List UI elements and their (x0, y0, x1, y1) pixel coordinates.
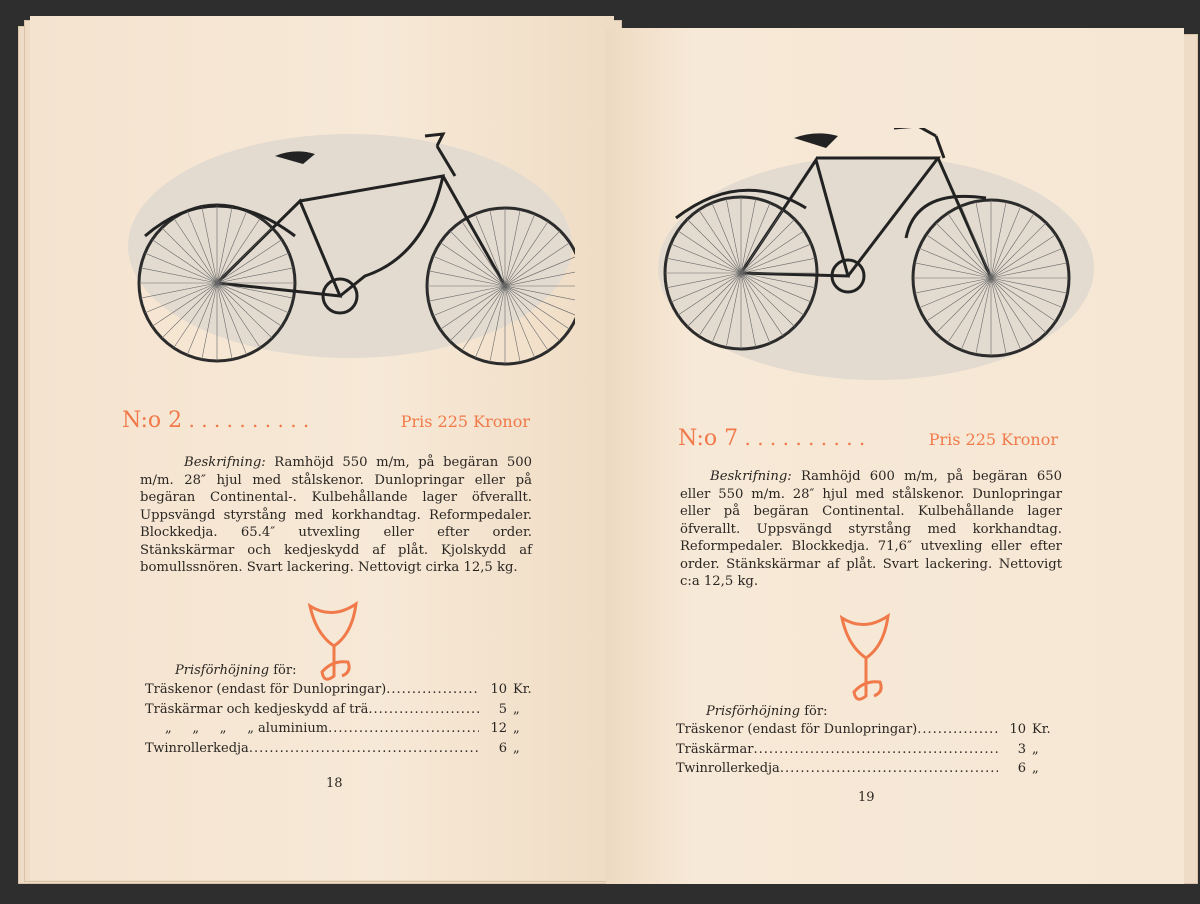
extras-list (676, 722, 1060, 781)
flower-ornament-icon (302, 598, 364, 690)
extras-item: „ „ „ „ aluminium (165, 721, 329, 736)
extras-price: 12 (490, 721, 507, 736)
extras-suffix: för: (804, 704, 828, 719)
model-title: N:o 7 . . . . . . . . . . Pris 225 Kronor (678, 426, 1058, 451)
model-number: N:o 7 (678, 426, 739, 451)
extras-price: 6 (1017, 761, 1026, 776)
page-number: 18 (326, 776, 343, 791)
extras-price: 10 (1009, 722, 1026, 737)
extras-price: 10 (490, 682, 507, 697)
extras-unit: „ (1032, 741, 1039, 757)
left-page (30, 16, 614, 880)
extras-suffix: för: (273, 663, 297, 678)
extras-item: Twinrollerkedja (676, 761, 780, 776)
extras-unit: „ (513, 701, 520, 717)
extras-row (145, 702, 541, 722)
extras-heading (175, 663, 296, 678)
mens-bicycle-illustration (656, 128, 1096, 388)
model-price: Pris 225 Kronor (928, 430, 1058, 449)
extras-item: Träskärmar (676, 741, 754, 757)
description (140, 454, 532, 577)
extras-unit: Kr. (513, 682, 532, 697)
model-price: Pris 225 Kronor (400, 412, 530, 431)
extras-unit: „ (513, 740, 520, 756)
description-label: Beskrifning: (710, 469, 792, 484)
extras-row (676, 722, 1060, 742)
ladies-bicycle-illustration (125, 106, 575, 366)
extras-row (676, 761, 1060, 781)
description (680, 468, 1062, 591)
flower-ornament-icon (834, 610, 896, 710)
description-label: Beskrifning: (184, 455, 266, 470)
model-title: N:o 2 . . . . . . . . . . Pris 225 Kronor (122, 408, 530, 433)
extras-row (676, 742, 1060, 762)
extras-item: Träskenor (endast för Dunlopringar) (676, 722, 918, 737)
extras-unit: „ (513, 721, 520, 736)
extras-row (145, 682, 541, 702)
model-number: N:o 2 (122, 408, 183, 433)
extras-item: Träskenor (endast för Dunlopringar) (145, 682, 387, 697)
extras-label: Prisförhöjning (175, 663, 270, 678)
extras-row (145, 741, 541, 761)
extras-item: Twinrollerkedja (145, 740, 249, 756)
description-text: Ramhöjd 600 m/m, på begäran 650 eller 550 m/m. 28″ hjul med stålskenor. Dunlopringar eller på begäran Continental. Kulbehållande lager öfverallt. Uppsvängd styrstång med korkhandtag. Reformpedaler. Blockkedja. 71,6″ utvexling eller efter order. Stänkskärmar af plåt. Svart lackering. Nettovigt c:a 12,5 kg. (680, 469, 1062, 589)
right-page (606, 28, 1184, 884)
extras-label: Prisförhöjning (706, 704, 801, 719)
extras-price: 5 (498, 701, 507, 717)
description-text: Ramhöjd 550 m/m, på begäran 500 m/m. 28″ hjul med stålskenor. Dunlopringar eller på begäran Continental-. Kulbehållande lager öfverallt. Uppsvängd styrstång med korkhandtag. Reformpedaler. Blockkedja. 65.4″ utvexling eller efter order. Stänkskärmar och kedjeskydd af plåt. Kjolskydd af bomullssnören. Svart lackering. Nettovigt cirka 12,5 kg. (140, 455, 532, 575)
extras-heading (706, 704, 827, 719)
extras-unit: „ (1032, 761, 1039, 776)
extras-unit: Kr. (1032, 722, 1051, 737)
extras-list (145, 682, 541, 760)
extras-item: Träskärmar och kedjeskydd af trä (145, 701, 369, 717)
extras-price: 6 (498, 740, 507, 756)
page-number: 19 (858, 790, 875, 805)
extras-row (145, 721, 541, 741)
extras-price: 3 (1017, 741, 1026, 757)
